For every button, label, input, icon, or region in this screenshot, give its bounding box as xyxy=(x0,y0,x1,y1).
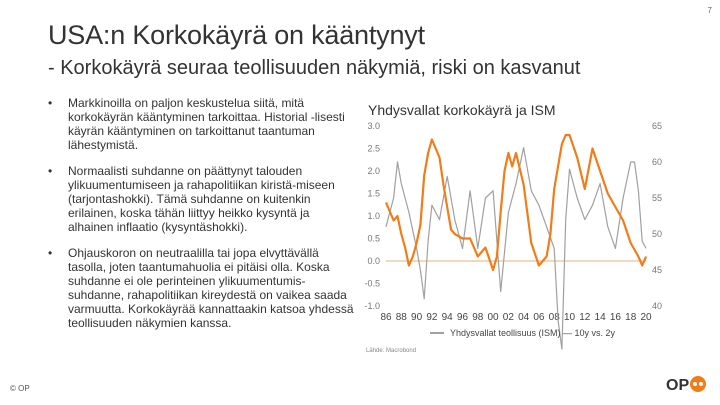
chart-source: Lähde: Macrobond xyxy=(366,348,417,354)
x-tick-label: 00 xyxy=(487,312,499,323)
y-left-tick-label: 2.0 xyxy=(367,166,380,176)
y-left-tick-label: 1.0 xyxy=(367,211,380,221)
y-right-tick-label: 55 xyxy=(652,193,663,203)
y-right-tick-label: 40 xyxy=(652,301,663,311)
x-tick-label: 94 xyxy=(441,312,453,323)
bullet-item xyxy=(40,96,356,152)
bullet-text: Normaalisti suhdanne on päättynyt talouden ylikuumentumiseen ja rahapolitiikan kiristä-miseen (tarjontashokki). Tämä suhdanne on kuitenkin erilainen, koska tähän liittyy heikko kysyntä ja alhainen inflaatio (kysyntäshokki). xyxy=(68,164,335,234)
bullet-icon: • xyxy=(48,164,53,178)
bullet-icon: • xyxy=(48,96,53,110)
x-tick-label: 04 xyxy=(518,312,530,323)
x-tick-label: 18 xyxy=(625,312,637,323)
y-right-tick-label: 45 xyxy=(652,265,663,275)
series-line xyxy=(386,135,646,270)
slide-title: USA:n Korkokäyrä on kääntynyt xyxy=(48,20,425,50)
x-tick-label: 06 xyxy=(533,312,545,323)
x-tick-label: 14 xyxy=(594,312,606,323)
bullet-text: Ohjauskoron on neutraalilla tai jopa elvyttävällä tasolla, joten taantumahuolia ei pitäisi olla. Koska suhdanne ei ole perinteinen ylikuumentumis-suhdanne, rahapolitiikan kireydestä on vaikea saada varmuutta. Korkokäyrää kannattaakin katsoa yhdessä teollisuuden näkymien kanssa. xyxy=(68,246,354,330)
x-tick-label: 86 xyxy=(380,312,392,323)
op-logo-text: OP xyxy=(666,377,690,394)
bullet-list xyxy=(40,96,356,342)
y-left-tick-label: 0.5 xyxy=(367,233,380,244)
slide-subtitle: - Korkokäyrä seuraa teollisuuden näkymiä, riski on kasvanut xyxy=(48,57,581,79)
y-left-tick-label: 2.5 xyxy=(367,143,380,154)
x-tick-label: 92 xyxy=(426,312,438,323)
chart-canvas xyxy=(360,98,680,360)
page-number: 7 xyxy=(707,6,712,15)
bullet-item xyxy=(40,246,356,330)
chart-title: Yhdysvallat korkokäyrä ja ISM xyxy=(368,102,556,118)
x-tick-label: 02 xyxy=(502,312,514,323)
y-left-tick-label: 0.0 xyxy=(367,256,380,266)
x-tick-label: 90 xyxy=(411,312,423,323)
x-tick-label: 98 xyxy=(472,312,484,323)
yield-curve-chart xyxy=(360,98,680,360)
x-tick-label: 08 xyxy=(548,312,560,323)
bullet-icon: • xyxy=(48,246,53,260)
y-right-tick-label: 65 xyxy=(652,121,663,131)
y-right-tick-label: 60 xyxy=(652,157,663,167)
x-tick-label: 12 xyxy=(579,312,591,323)
y-left-tick-label: 1.5 xyxy=(367,188,380,199)
op-logo-mark xyxy=(690,376,706,392)
x-tick-label: 96 xyxy=(456,312,469,323)
y-left-tick-label: -1.0 xyxy=(364,301,380,311)
bullet-text: Markkinoilla on paljon keskustelua siitä, mitä korkokäyrän kääntyminen tarkoittaa. Historial -lisesti käyrän kääntyminen on tarkoittanut taantuman lähestymistä. xyxy=(68,96,345,152)
x-tick-label: 16 xyxy=(609,312,621,323)
x-tick-label: 10 xyxy=(563,312,576,323)
legend-text: Yhdysvallat teollisuus (ISM) — 10y vs. 2y xyxy=(450,328,616,338)
x-tick-label: 20 xyxy=(640,312,652,323)
copyright-footer: © OP xyxy=(10,384,30,393)
op-logo xyxy=(666,372,706,396)
x-tick-label: 88 xyxy=(395,312,407,323)
y-left-tick-label: -0.5 xyxy=(364,278,380,289)
y-left-tick-label: 3.0 xyxy=(367,121,380,131)
bullet-item xyxy=(40,164,356,234)
y-right-tick-label: 50 xyxy=(652,229,663,239)
